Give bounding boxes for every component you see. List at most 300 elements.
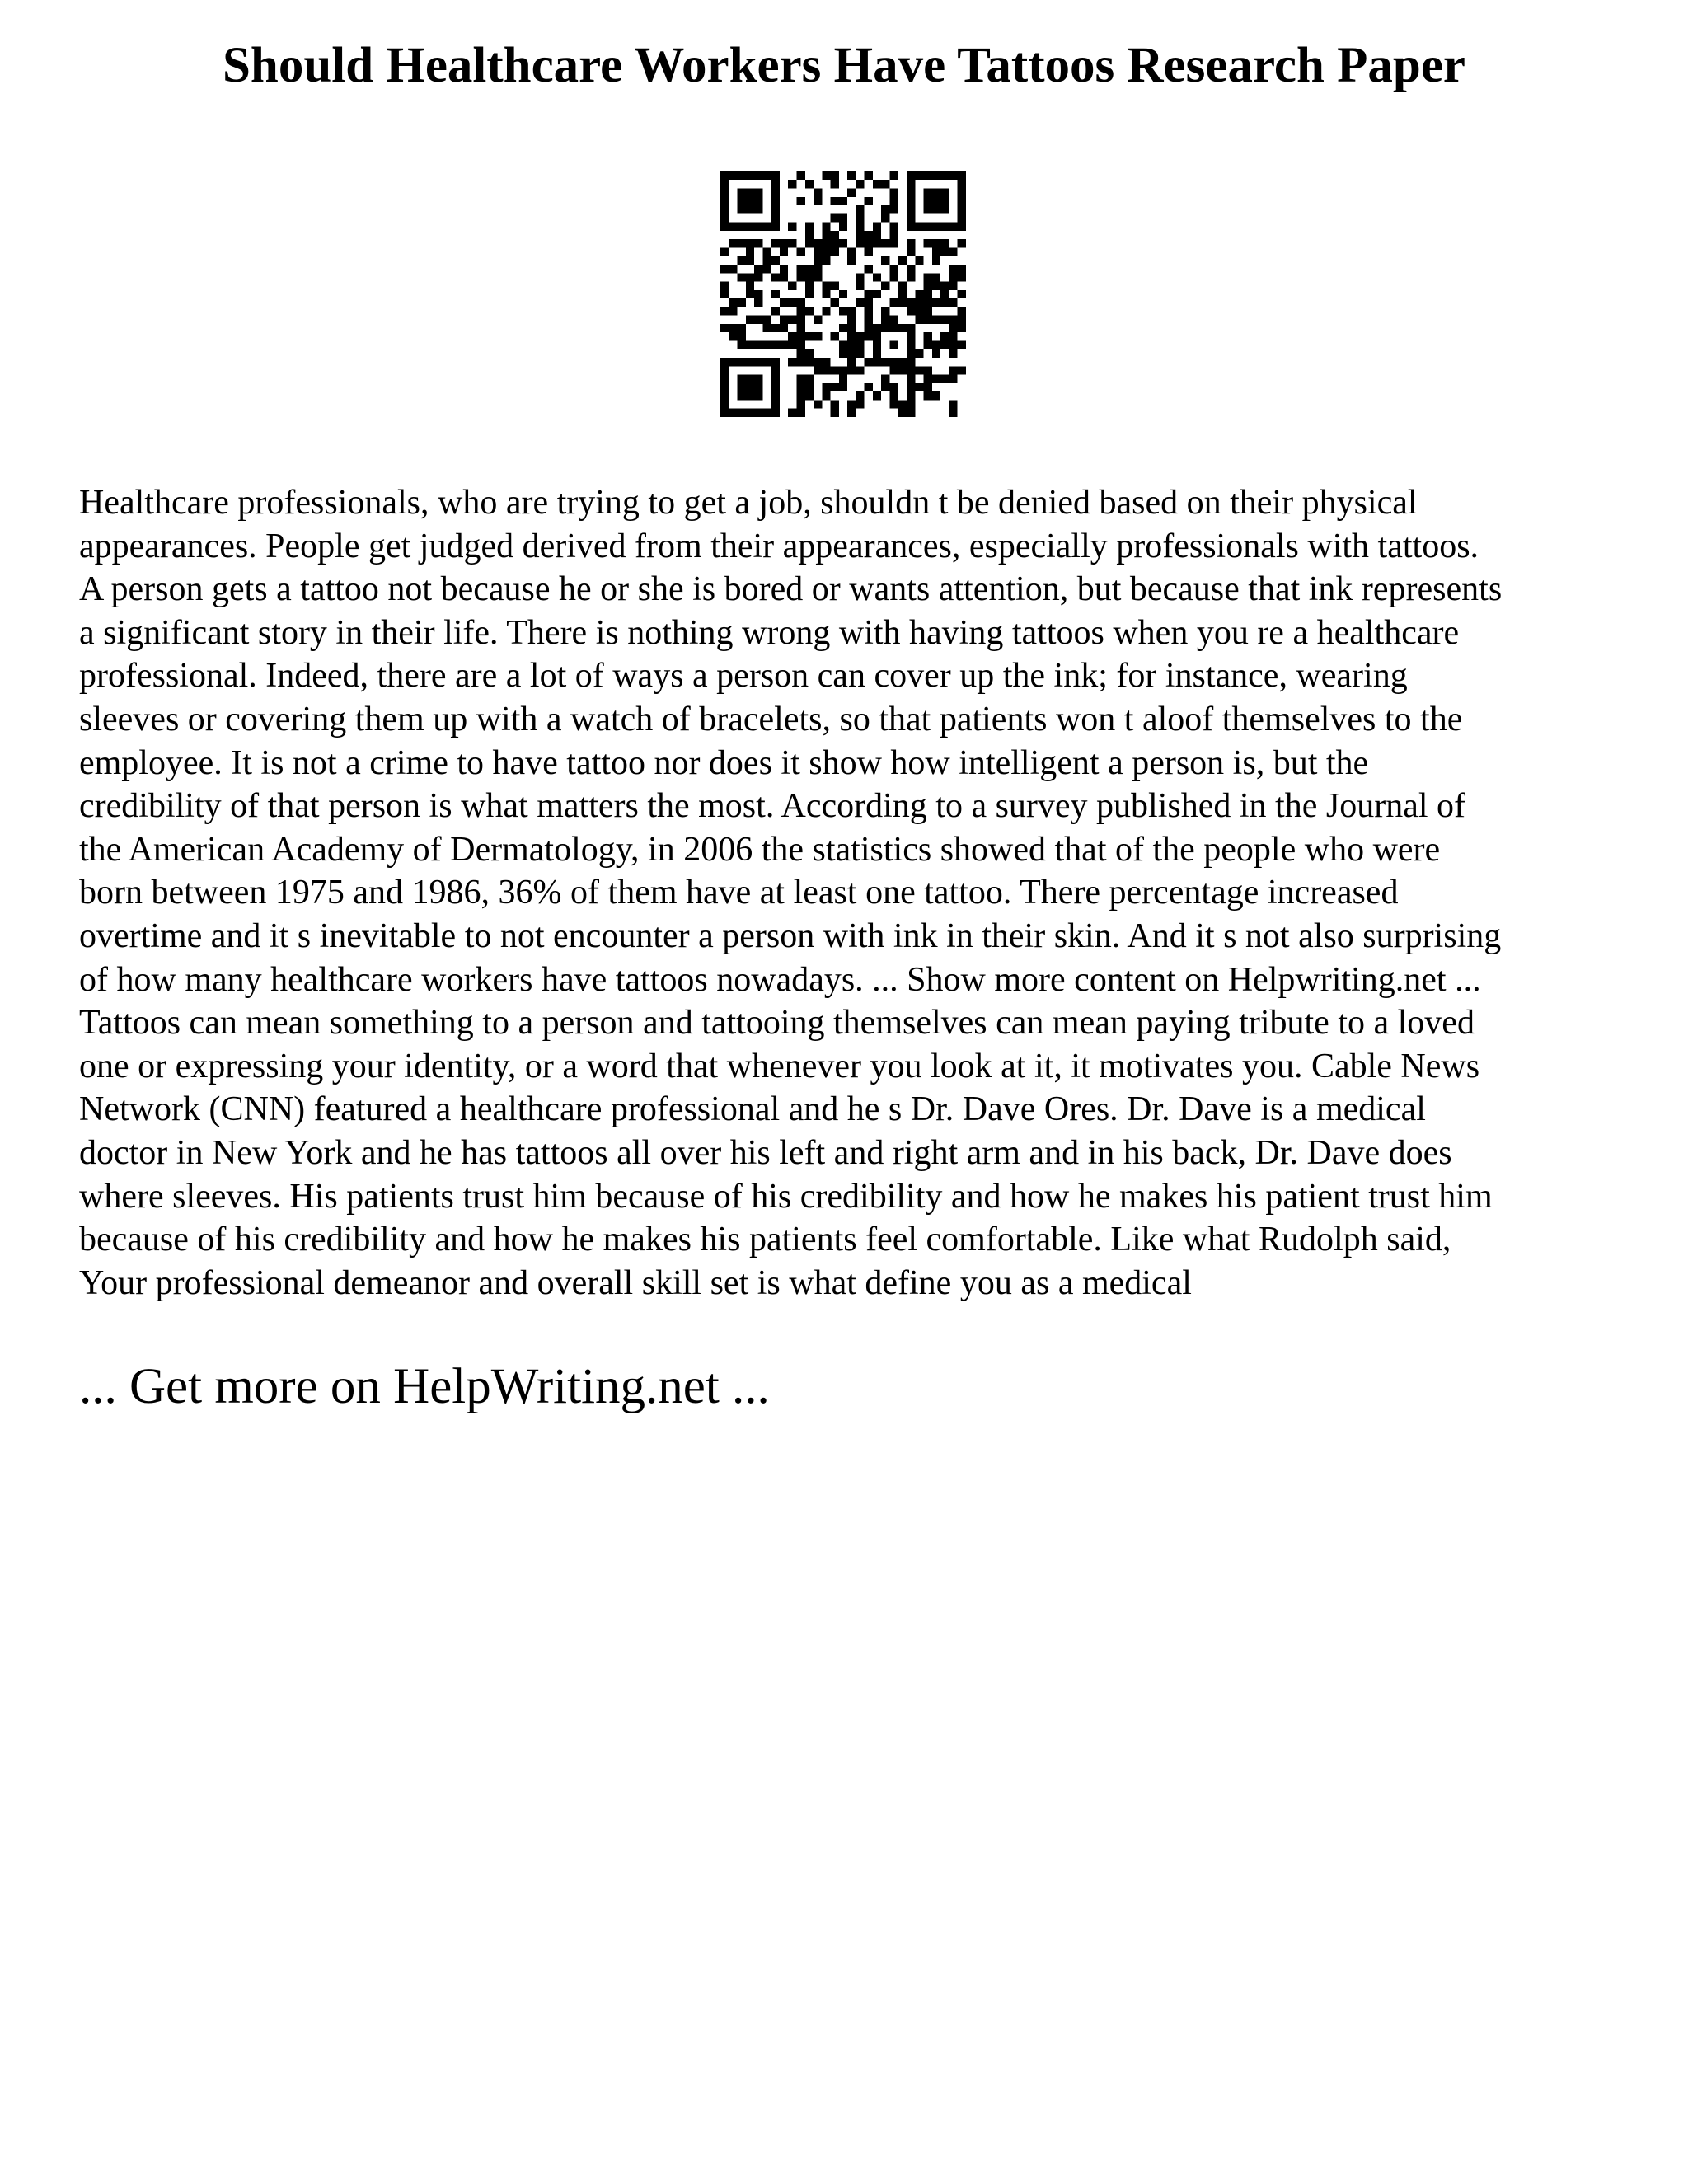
- qr-module: [847, 409, 856, 417]
- qr-module: [738, 256, 746, 265]
- qr-module: [847, 316, 856, 324]
- qr-module: [762, 341, 771, 349]
- qr-module: [915, 256, 923, 265]
- qr-module: [881, 324, 889, 332]
- qr-module: [729, 265, 737, 273]
- qr-module: [814, 256, 822, 265]
- qr-module: [907, 247, 915, 255]
- qr-module: [831, 180, 839, 188]
- qr-module: [890, 358, 898, 366]
- qr-module: [873, 358, 881, 366]
- qr-module: [746, 223, 754, 231]
- qr-module: [881, 180, 889, 188]
- qr-module: [771, 391, 780, 400]
- qr-module: [771, 383, 780, 391]
- qr-module: [788, 282, 796, 290]
- qr-module: [890, 316, 898, 324]
- qr-module: [915, 298, 923, 307]
- qr-module: [780, 341, 788, 349]
- qr-module: [729, 307, 737, 315]
- qr-module: [940, 332, 949, 340]
- qr-module: [720, 366, 729, 374]
- qr-module: [856, 205, 864, 213]
- qr-module: [796, 400, 804, 408]
- qr-module: [720, 205, 729, 213]
- qr-module: [738, 239, 746, 247]
- qr-module: [873, 391, 881, 400]
- qr-module: [805, 391, 814, 400]
- qr-module: [788, 239, 796, 247]
- qr-module: [865, 332, 873, 340]
- qr-module: [865, 171, 873, 180]
- qr-module: [805, 231, 814, 239]
- qr-module: [839, 383, 847, 391]
- qr-module: [738, 358, 746, 366]
- qr-module: [890, 341, 898, 349]
- body-line: credibility of that person is what matters the most. According to a survey published in the Journal of: [79, 787, 1465, 826]
- qr-module: [762, 265, 771, 273]
- qr-module: [762, 409, 771, 417]
- qr-module: [915, 349, 923, 358]
- qr-module: [780, 265, 788, 273]
- qr-module: [907, 180, 915, 188]
- qr-module: [847, 358, 856, 366]
- qr-module: [907, 223, 915, 231]
- body-line: Healthcare professionals, who are trying to get a job, shouldn t be denied based on their physical: [79, 484, 1418, 522]
- qr-module: [907, 197, 915, 205]
- qr-module: [847, 307, 856, 315]
- qr-module: [881, 205, 889, 213]
- qr-module: [771, 273, 780, 281]
- body-line: Tattoos can mean something to a person and tattooing themselves can mean paying tribute to a loved: [79, 1004, 1475, 1043]
- qr-module: [831, 383, 839, 391]
- qr-module: [729, 332, 737, 340]
- qr-module: [738, 341, 746, 349]
- qr-module: [729, 171, 737, 180]
- qr-module: [771, 205, 780, 213]
- qr-module: [814, 366, 822, 374]
- qr-module: [822, 256, 830, 265]
- qr-module: [831, 298, 839, 307]
- qr-module: [754, 290, 762, 298]
- qr-module: [907, 205, 915, 213]
- qr-module: [856, 273, 864, 281]
- qr-module: [924, 223, 932, 231]
- qr-module: [720, 247, 729, 255]
- qr-module: [822, 383, 830, 391]
- qr-module: [720, 409, 729, 417]
- qr-module: [780, 298, 788, 307]
- qr-module: [924, 239, 932, 247]
- qr-module: [839, 366, 847, 374]
- qr-module: [881, 375, 889, 383]
- qr-module: [720, 358, 729, 366]
- qr-module: [890, 400, 898, 408]
- qr-module: [949, 298, 957, 307]
- qr-module: [738, 324, 746, 332]
- body-paragraph: [79, 481, 1629, 1305]
- qr-module: [898, 298, 907, 307]
- qr-module: [796, 324, 804, 332]
- qr-module: [780, 273, 788, 281]
- qr-module: [796, 358, 804, 366]
- qr-module: [847, 256, 856, 265]
- qr-module: [720, 180, 729, 188]
- body-line: professional. Indeed, there are a lot of ways a person can cover up the ink; for instance, wearing: [79, 657, 1408, 696]
- qr-module: [805, 282, 814, 290]
- qr-module: [873, 239, 881, 247]
- qr-module: [839, 290, 847, 298]
- qr-module: [738, 375, 746, 383]
- get-more-link[interactable]: ... Get more on HelpWriting.net ...: [79, 1359, 770, 1414]
- qr-module: [788, 332, 796, 340]
- qr-module: [746, 391, 754, 400]
- qr-module: [865, 247, 873, 255]
- qr-module: [907, 375, 915, 383]
- qr-module: [771, 290, 780, 298]
- qr-module: [729, 223, 737, 231]
- qr-module: [924, 341, 932, 349]
- qr-module: [788, 341, 796, 349]
- qr-module: [907, 349, 915, 358]
- qr-module: [805, 223, 814, 231]
- qr-module: [771, 180, 780, 188]
- qr-module: [746, 189, 754, 197]
- qr-module: [949, 375, 957, 383]
- qr-module: [796, 265, 804, 273]
- qr-module: [907, 298, 915, 307]
- qr-module: [856, 223, 864, 231]
- qr-module: [949, 223, 957, 231]
- qr-module: [898, 290, 907, 298]
- qr-module: [865, 265, 873, 273]
- qr-module: [932, 256, 940, 265]
- qr-module: [754, 375, 762, 383]
- qr-module: [958, 341, 966, 349]
- body-line: employee. It is not a crime to have tattoo nor does it show how intelligent a person is, but the: [79, 743, 1369, 782]
- qr-module: [771, 307, 780, 315]
- qr-module: [814, 400, 822, 408]
- qr-module: [873, 180, 881, 188]
- qr-module: [746, 282, 754, 290]
- qr-module: [788, 223, 796, 231]
- qr-module: [771, 189, 780, 197]
- page-title: Should Healthcare Workers Have Tattoos Research Paper: [222, 38, 1466, 93]
- qr-module: [720, 213, 729, 222]
- qr-module: [746, 341, 754, 349]
- qr-module: [865, 307, 873, 315]
- body-line: a significant story in their life. There is nothing wrong with having tattoos when you re a healthcare: [79, 613, 1460, 652]
- qr-module: [805, 332, 814, 340]
- body-line: sleeves or covering them up with a watch of bracelets, so that patients won t aloof themselves to the: [79, 700, 1463, 738]
- qr-module: [796, 409, 804, 417]
- qr-module: [720, 375, 729, 383]
- qr-module: [754, 383, 762, 391]
- qr-module: [796, 307, 804, 315]
- qr-module: [856, 332, 864, 340]
- qr-module: [958, 223, 966, 231]
- qr-module: [796, 375, 804, 383]
- qr-module: [940, 316, 949, 324]
- qr-module: [949, 341, 957, 349]
- qr-module: [940, 205, 949, 213]
- qr-module: [746, 375, 754, 383]
- qr-module: [831, 231, 839, 239]
- qr-module: [738, 189, 746, 197]
- qr-module: [746, 290, 754, 298]
- qr-module: [890, 189, 898, 197]
- qr-module: [788, 316, 796, 324]
- qr-module: [949, 282, 957, 290]
- qr-module: [738, 273, 746, 281]
- qr-module: [796, 391, 804, 400]
- body-line: Network (CNN) featured a healthcare professional and he s Dr. Dave Ores. Dr. Dave is a medical: [79, 1090, 1426, 1129]
- qr-module: [932, 349, 940, 358]
- qr-module: [958, 290, 966, 298]
- qr-module: [746, 247, 754, 255]
- qr-module: [720, 383, 729, 391]
- qr-module: [780, 247, 788, 255]
- qr-module: [856, 231, 864, 239]
- qr-module: [907, 171, 915, 180]
- qr-module: [831, 239, 839, 247]
- qr-module: [839, 197, 847, 205]
- qr-module: [771, 223, 780, 231]
- qr-module: [949, 273, 957, 281]
- qr-module: [940, 375, 949, 383]
- qr-module: [949, 366, 957, 374]
- qr-module: [762, 316, 771, 324]
- qr-module: [720, 282, 729, 290]
- qr-module: [771, 324, 780, 332]
- qr-module: [898, 282, 907, 290]
- qr-module: [932, 282, 940, 290]
- qr-module: [796, 273, 804, 281]
- qr-module: [856, 282, 864, 290]
- qr-module: [856, 213, 864, 222]
- qr-module: [924, 282, 932, 290]
- qr-module: [856, 180, 864, 188]
- qr-module: [822, 247, 830, 255]
- qr-module: [805, 375, 814, 383]
- qr-module: [814, 358, 822, 366]
- qr-module: [746, 205, 754, 213]
- qr-module: [729, 358, 737, 366]
- qr-module: [831, 332, 839, 340]
- qr-module: [771, 375, 780, 383]
- qr-module: [907, 332, 915, 340]
- qr-module: [890, 205, 898, 213]
- qr-module: [754, 316, 762, 324]
- qr-module: [720, 265, 729, 273]
- qr-module: [814, 332, 822, 340]
- qr-module: [915, 290, 923, 298]
- qr-module: [949, 332, 957, 340]
- qr-module: [865, 290, 873, 298]
- qr-module: [915, 316, 923, 324]
- qr-module: [738, 171, 746, 180]
- qr-module: [907, 307, 915, 315]
- qr-module: [865, 197, 873, 205]
- qr-module: [940, 247, 949, 255]
- qr-module: [754, 171, 762, 180]
- body-line: overtime and it s inevitable to not encounter a person with ink in their skin. And it s not also surprising: [79, 916, 1502, 955]
- qr-module: [762, 358, 771, 366]
- qr-module: [865, 358, 873, 366]
- qr-module: [924, 366, 932, 374]
- qr-module: [890, 383, 898, 391]
- qr-module: [805, 349, 814, 358]
- qr-module: [856, 298, 864, 307]
- qr-module: [940, 298, 949, 307]
- qr-module: [746, 239, 754, 247]
- qr-module: [924, 273, 932, 281]
- qr-module: [780, 239, 788, 247]
- qr-module: [780, 316, 788, 324]
- qr-module: [932, 247, 940, 255]
- qr-module: [771, 358, 780, 366]
- qr-module: [771, 366, 780, 374]
- qr-module: [890, 223, 898, 231]
- qr-module: [754, 409, 762, 417]
- qr-module: [932, 298, 940, 307]
- qr-module: [796, 383, 804, 391]
- qr-module: [873, 324, 881, 332]
- qr-module: [958, 239, 966, 247]
- qr-module: [839, 213, 847, 222]
- qr-module: [958, 205, 966, 213]
- qr-module: [814, 247, 822, 255]
- qr-module: [771, 171, 780, 180]
- qr-module: [949, 316, 957, 324]
- qr-module: [814, 189, 822, 197]
- qr-module: [754, 189, 762, 197]
- qr-module: [915, 223, 923, 231]
- qr-module: [865, 383, 873, 391]
- qr-module: [746, 409, 754, 417]
- qr-module: [746, 383, 754, 391]
- qr-module: [958, 307, 966, 315]
- qr-module: [814, 265, 822, 273]
- qr-module: [907, 366, 915, 374]
- qr-module: [831, 247, 839, 255]
- qr-module: [940, 171, 949, 180]
- qr-module: [924, 290, 932, 298]
- qr-module: [890, 298, 898, 307]
- qr-module: [738, 391, 746, 400]
- qr-module: [873, 341, 881, 349]
- qr-module: [771, 409, 780, 417]
- qr-module: [796, 197, 804, 205]
- qr-module: [847, 349, 856, 358]
- qr-module: [847, 400, 856, 408]
- qr-module: [907, 265, 915, 273]
- qr-module: [831, 197, 839, 205]
- qr-module: [924, 189, 932, 197]
- qr-module: [822, 307, 830, 315]
- qr-module: [805, 273, 814, 281]
- qr-module: [907, 341, 915, 349]
- qr-module: [915, 171, 923, 180]
- qr-module: [958, 180, 966, 188]
- qr-module: [847, 171, 856, 180]
- qr-module: [754, 239, 762, 247]
- qr-module: [958, 197, 966, 205]
- qr-module: [754, 341, 762, 349]
- qr-module: [847, 341, 856, 349]
- qr-module: [856, 341, 864, 349]
- qr-module: [940, 290, 949, 298]
- qr-module: [839, 307, 847, 315]
- body-line: where sleeves. His patients trust him because of his credibility and how he makes his patient trust him: [79, 1177, 1493, 1216]
- qr-module: [940, 282, 949, 290]
- qr-module: [924, 391, 932, 400]
- qr-module: [839, 341, 847, 349]
- qr-module: [762, 223, 771, 231]
- qr-module: [907, 358, 915, 366]
- qr-module: [958, 213, 966, 222]
- qr-module: [780, 324, 788, 332]
- qr-module: [890, 171, 898, 180]
- qr-module: [754, 273, 762, 281]
- qr-module: [881, 316, 889, 324]
- qr-module: [805, 290, 814, 298]
- qr-module: [898, 256, 907, 265]
- qr-module: [873, 332, 881, 340]
- qr-module: [865, 231, 873, 239]
- qr-module: [746, 256, 754, 265]
- qr-module: [746, 197, 754, 205]
- qr-module: [958, 324, 966, 332]
- qr-module: [873, 231, 881, 239]
- qr-module: [932, 239, 940, 247]
- qr-module: [907, 409, 915, 417]
- body-line: doctor in New York and he has tattoos all over his left and right arm and in his back, Dr. Dave does: [79, 1133, 1452, 1172]
- qr-module: [924, 383, 932, 391]
- qr-module: [940, 239, 949, 247]
- qr-module: [822, 239, 830, 247]
- qr-module: [805, 307, 814, 315]
- qr-module: [738, 332, 746, 340]
- qr-module: [856, 349, 864, 358]
- qr-module: [881, 282, 889, 290]
- qr-module: [771, 400, 780, 408]
- qr-code-image: [720, 171, 966, 417]
- qr-module: [822, 223, 830, 231]
- qr-module: [762, 247, 771, 255]
- qr-module: [881, 256, 889, 265]
- qr-module: [915, 366, 923, 374]
- qr-module: [822, 231, 830, 239]
- qr-module: [924, 316, 932, 324]
- qr-module: [788, 298, 796, 307]
- qr-module: [738, 205, 746, 213]
- qr-module: [856, 391, 864, 400]
- qr-module: [831, 400, 839, 408]
- qr-module: [847, 247, 856, 255]
- qr-module: [839, 223, 847, 231]
- qr-module: [839, 375, 847, 383]
- qr-module: [881, 383, 889, 391]
- qr-module: [805, 358, 814, 366]
- qr-module: [805, 239, 814, 247]
- qr-module: [796, 316, 804, 324]
- qr-module: [746, 316, 754, 324]
- qr-module: [890, 231, 898, 239]
- qr-module: [907, 391, 915, 400]
- qr-module: [746, 171, 754, 180]
- qr-module: [949, 171, 957, 180]
